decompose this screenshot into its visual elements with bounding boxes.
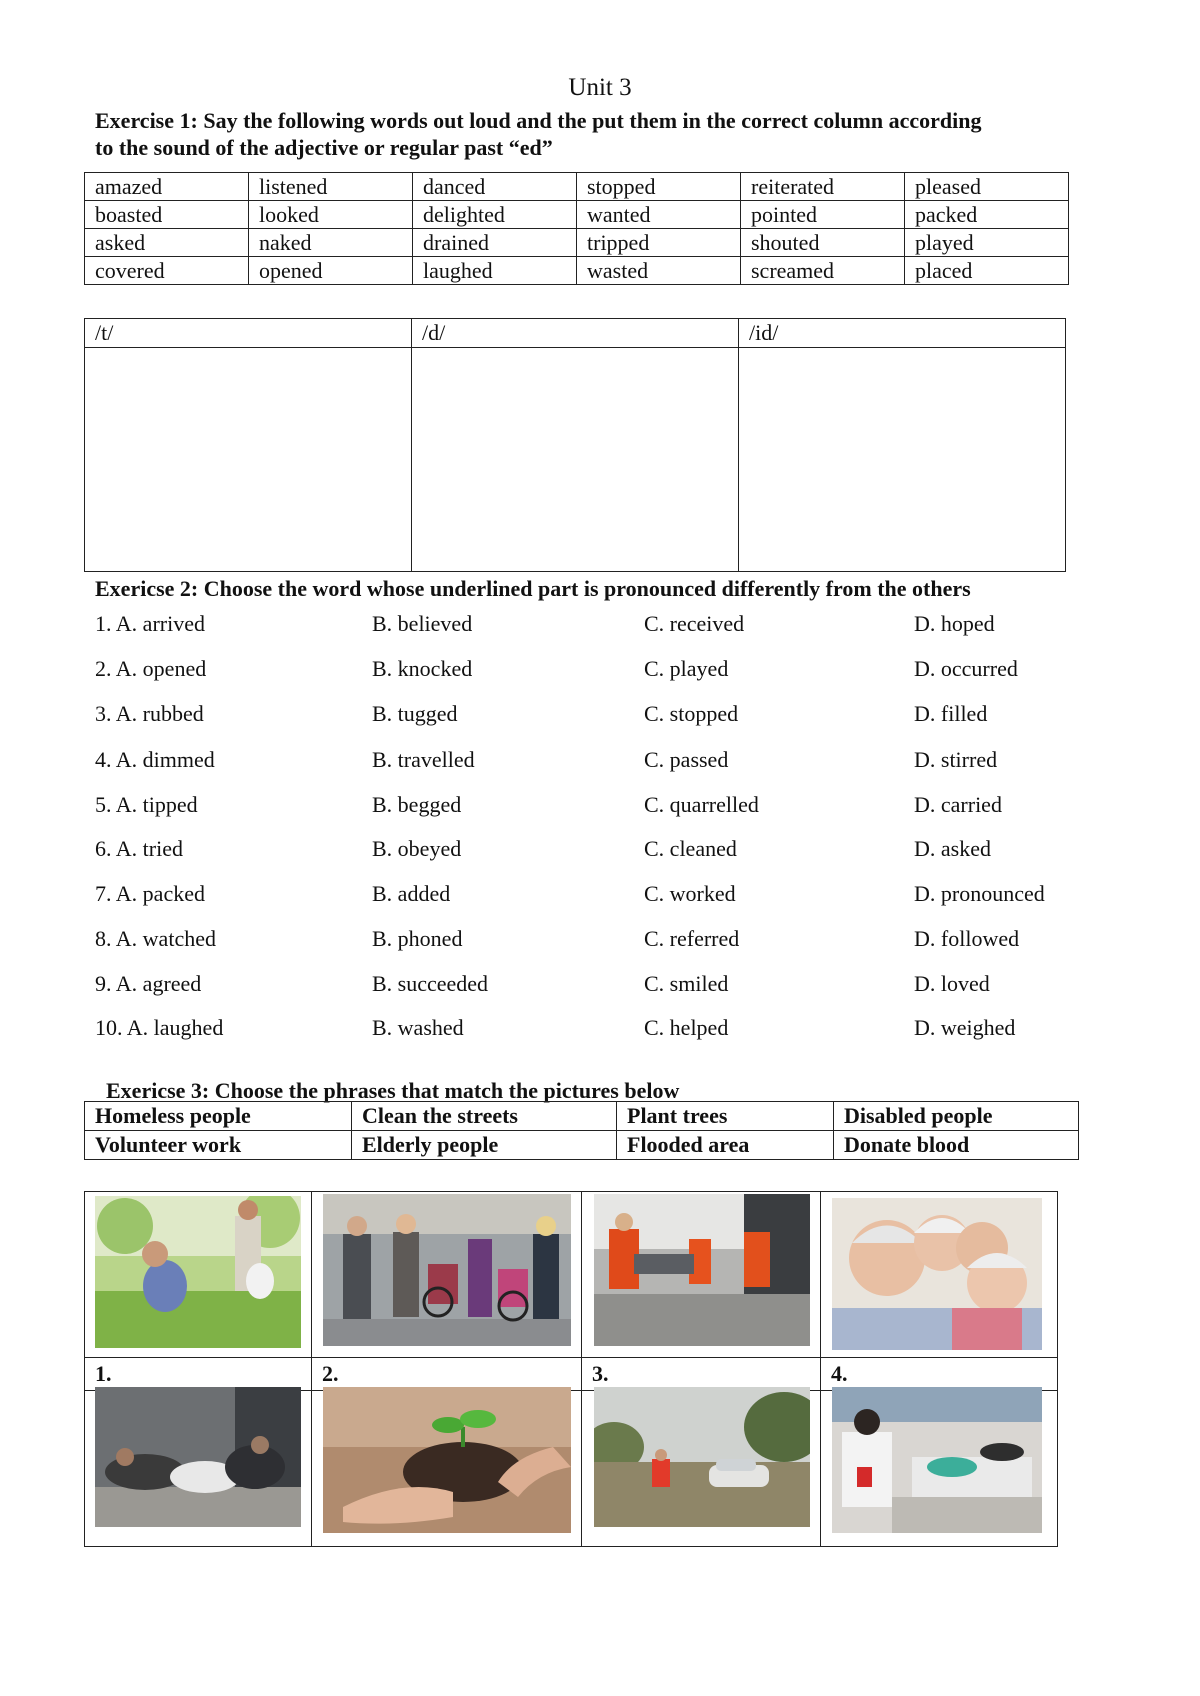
sound-header-t: /t/ (85, 319, 412, 348)
street-cleaners-photo (594, 1194, 810, 1346)
word-cell: pointed (741, 201, 905, 229)
option-c[interactable]: C. helped (644, 1015, 729, 1040)
option-a[interactable]: 9. A. agreed (95, 971, 202, 996)
word-cell: drained (413, 229, 577, 257)
phrase-cell: Plant trees (617, 1102, 834, 1131)
blood-donation-photo (832, 1387, 1042, 1533)
word-cell: stopped (577, 173, 741, 201)
option-a[interactable]: 2. A. opened (95, 656, 207, 681)
word-row (85, 229, 1069, 257)
word-cell: pleased (905, 173, 1069, 201)
sound-header-id: /id/ (739, 319, 1066, 348)
word-row (85, 257, 1069, 285)
word-cell: packed (905, 201, 1069, 229)
phrase-row (85, 1131, 1079, 1160)
option-d[interactable]: D. followed (914, 926, 1020, 951)
option-d[interactable]: D. carried (914, 792, 1002, 817)
sound-answer-row (85, 348, 1066, 572)
word-cell: placed (905, 257, 1069, 285)
volunteers-picking-litter-photo (95, 1196, 301, 1348)
option-c[interactable]: C. worked (644, 881, 736, 906)
word-cell: amazed (85, 173, 249, 201)
word-cell: delighted (413, 201, 577, 229)
option-b[interactable]: B. obeyed (372, 836, 462, 861)
option-b[interactable]: B. phoned (372, 926, 463, 951)
option-d[interactable]: D. occurred (914, 656, 1018, 681)
sound-columns-table (84, 318, 1066, 572)
option-c[interactable]: C. stopped (644, 701, 739, 726)
word-cell: tripped (577, 229, 741, 257)
word-cell: screamed (741, 257, 905, 285)
word-cell: looked (249, 201, 413, 229)
option-c[interactable]: C. cleaned (644, 836, 737, 861)
option-b[interactable]: B. tugged (372, 701, 458, 726)
phrase-cell: Homeless people (85, 1102, 352, 1131)
option-b[interactable]: B. added (372, 881, 451, 906)
word-row (85, 201, 1069, 229)
word-cell: played (905, 229, 1069, 257)
option-c[interactable]: C. received (644, 611, 745, 636)
word-cell: shouted (741, 229, 905, 257)
exercise1-heading-line1: Exercise 1: Say the following words out loud and the put them in the correct column according (95, 108, 982, 133)
page-title: Unit 3 (568, 74, 632, 101)
sound-header-d: /d/ (412, 319, 739, 348)
answer-area-id[interactable] (739, 348, 1066, 572)
number-row (85, 1358, 1058, 1391)
exercise1-heading (95, 107, 1145, 161)
phrase-table (84, 1101, 1079, 1160)
option-a[interactable]: 8. A. watched (95, 926, 216, 951)
answer-area-t[interactable] (85, 348, 412, 572)
option-b[interactable]: B. washed (372, 1015, 464, 1040)
option-d[interactable]: D. stirred (914, 747, 998, 772)
picture-number[interactable]: 4. (821, 1358, 1058, 1391)
option-b[interactable]: B. believed (372, 611, 473, 636)
flooded-street-photo (594, 1387, 810, 1527)
word-cell: wanted (577, 201, 741, 229)
phrase-cell: Clean the streets (352, 1102, 617, 1131)
option-d[interactable]: D. weighed (914, 1015, 1016, 1040)
option-d[interactable]: D. filled (914, 701, 988, 726)
phrase-cell: Elderly people (352, 1131, 617, 1160)
word-cell: boasted (85, 201, 249, 229)
exercise2-heading: Exericse 2: Choose the word whose underlined part is pronounced differently from the others (95, 576, 971, 601)
option-d[interactable]: D. loved (914, 971, 990, 996)
hands-planting-seedling-photo (323, 1387, 571, 1533)
option-a[interactable]: 10. A. laughed (95, 1015, 224, 1040)
word-cell: wasted (577, 257, 741, 285)
option-c[interactable]: C. quarrelled (644, 792, 759, 817)
word-cell: opened (249, 257, 413, 285)
option-d[interactable]: D. hoped (914, 611, 995, 636)
option-c[interactable]: C. played (644, 656, 729, 681)
word-cell: reiterated (741, 173, 905, 201)
option-c[interactable]: C. passed (644, 747, 729, 772)
option-c[interactable]: C. smiled (644, 971, 729, 996)
option-b[interactable]: B. begged (372, 792, 462, 817)
word-cell: listened (249, 173, 413, 201)
answer-area-d[interactable] (412, 348, 739, 572)
word-row (85, 173, 1069, 201)
option-b[interactable]: B. succeeded (372, 971, 489, 996)
option-c[interactable]: C. referred (644, 926, 740, 951)
option-b[interactable]: B. knocked (372, 656, 473, 681)
word-table (84, 172, 1069, 285)
elderly-people-photo (832, 1198, 1042, 1350)
option-a[interactable]: 5. A. tipped (95, 792, 198, 817)
disabled-people-group-photo (323, 1194, 571, 1346)
word-cell: asked (85, 229, 249, 257)
picture-number[interactable]: 3. (582, 1358, 821, 1391)
phrase-row (85, 1102, 1079, 1131)
option-a[interactable]: 7. A. packed (95, 881, 205, 906)
word-cell: covered (85, 257, 249, 285)
phrase-cell: Volunteer work (85, 1131, 352, 1160)
sound-header-row (85, 319, 1066, 348)
option-d[interactable]: D. asked (914, 836, 991, 861)
word-cell: naked (249, 229, 413, 257)
phrase-cell: Flooded area (617, 1131, 834, 1160)
phrase-cell: Disabled people (834, 1102, 1079, 1131)
option-d[interactable]: D. pronounced (914, 881, 1045, 906)
option-a[interactable]: 1. A. arrived (95, 611, 205, 636)
option-b[interactable]: B. travelled (372, 747, 475, 772)
exercise1-heading-line2: to the sound of the adjective or regular past “ed” (95, 135, 553, 160)
option-a[interactable]: 4. A. dimmed (95, 747, 215, 772)
picture-number[interactable]: 2. (312, 1358, 582, 1391)
homeless-people-photo (95, 1387, 301, 1527)
picture-number[interactable]: 1. (85, 1358, 312, 1391)
option-a[interactable]: 3. A. rubbed (95, 701, 204, 726)
word-cell: laughed (413, 257, 577, 285)
exercise3-heading: Exericse 3: Choose the phrases that match the pictures below (106, 1078, 680, 1103)
phrase-cell: Donate blood (834, 1131, 1079, 1160)
option-a[interactable]: 6. A. tried (95, 836, 183, 861)
word-cell: danced (413, 173, 577, 201)
